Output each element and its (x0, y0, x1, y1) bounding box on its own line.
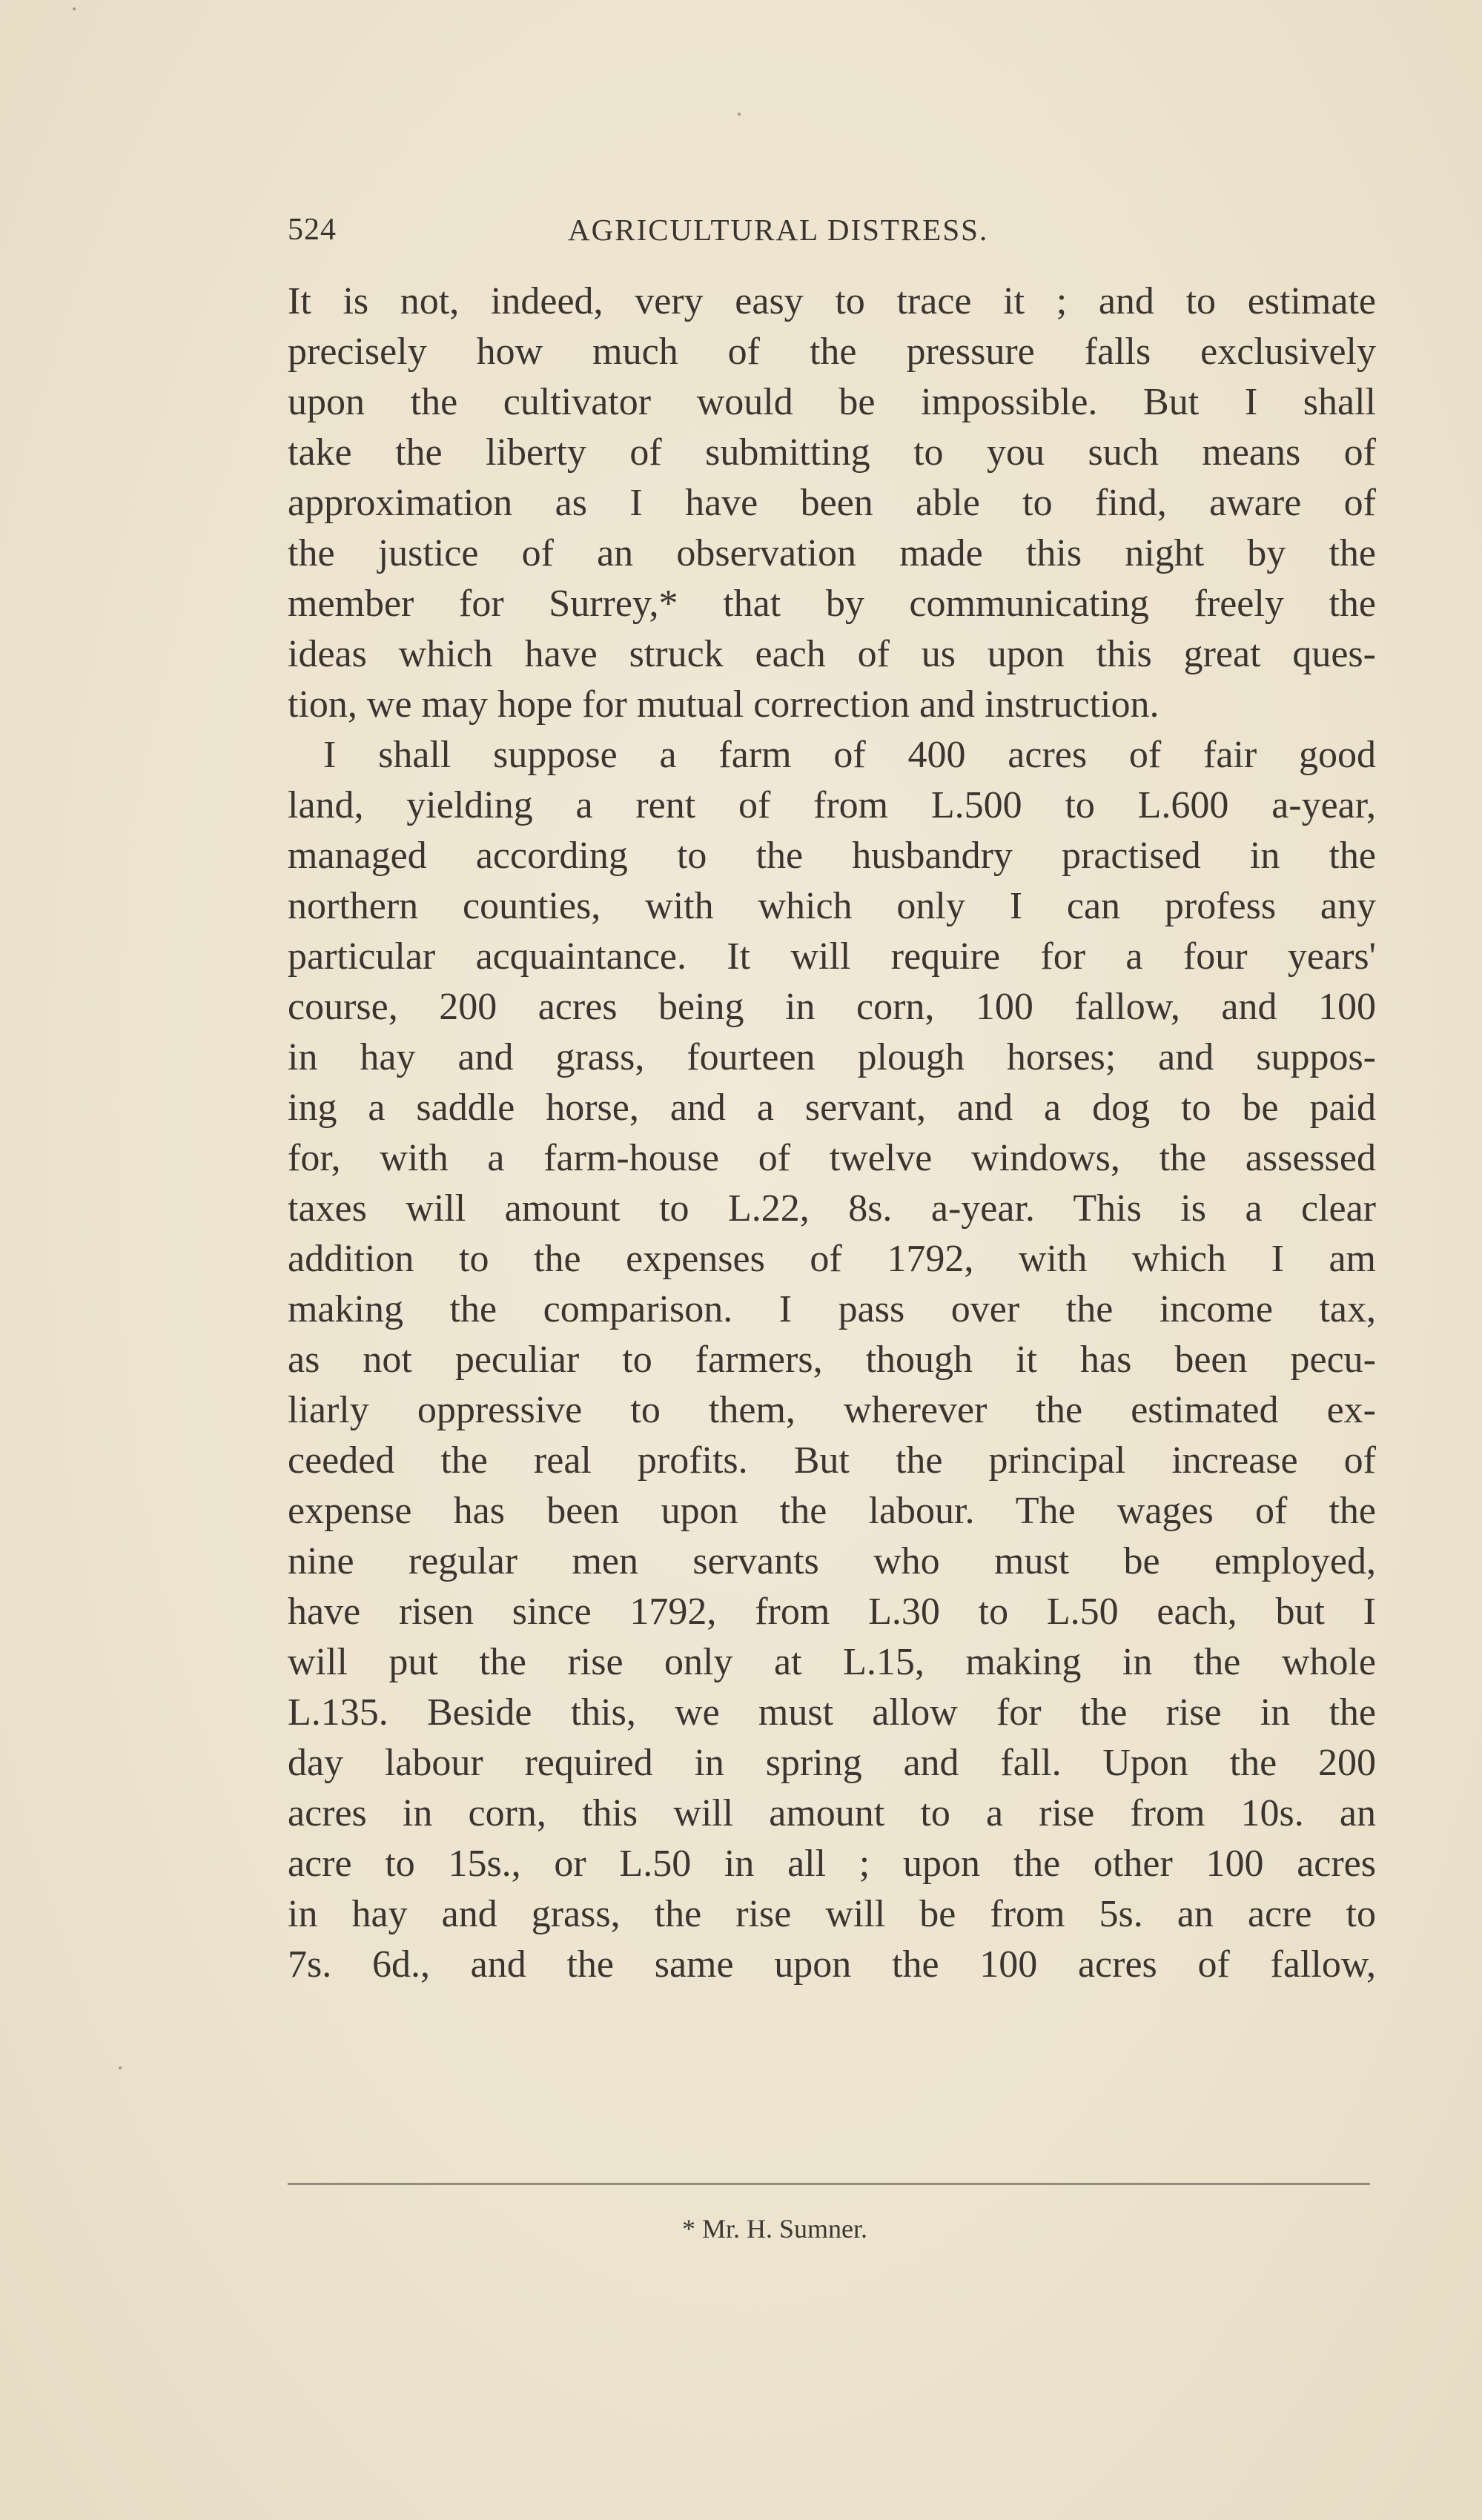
text-line: expense has been upon the labour. The wages of the (288, 1490, 1376, 1532)
text-line: acre to 15s., or L.50 in all ; upon the other 100 acres (288, 1843, 1376, 1885)
text-line: making the comparison. I pass over the income tax, (288, 1288, 1376, 1330)
text-line: It is not, indeed, very easy to trace it ; and to estimate (288, 280, 1376, 322)
text-line: will put the rise only at L.15, making in the whole (288, 1641, 1376, 1683)
text-line: the justice of an observation made this night by the (288, 532, 1376, 574)
text-line: course, 200 acres being in corn, 100 fallow, and 100 (288, 986, 1376, 1028)
paragraph-start-line: I shall suppose a farm of 400 acres of fair good (323, 734, 1376, 776)
text-line: tion, we may hope for mutual correction and instruction. (288, 683, 1160, 726)
text-line: member for Surrey,* that by communicating freely the (288, 583, 1376, 625)
text-line: acres in corn, this will amount to a rise from 10s. an (288, 1792, 1376, 1834)
text-line: for, with a farm-house of twelve windows, the assessed (288, 1137, 1376, 1179)
text-line: land, yielding a rent of from L.500 to L.600 a-year, (288, 784, 1376, 826)
text-line: in hay and grass, the rise will be from 5s. an acre to (288, 1893, 1376, 1935)
page-number: 524 (288, 213, 337, 247)
text-line: L.135. Beside this, we must allow for the rise in the (288, 1691, 1376, 1734)
paper-speck (738, 113, 741, 116)
text-line: ceeded the real profits. But the principal increase of (288, 1439, 1376, 1482)
text-line: addition to the expenses of 1792, with which I am (288, 1238, 1376, 1280)
text-line: as not peculiar to farmers, though it has been pecu- (288, 1339, 1376, 1381)
body-text (288, 276, 1376, 1990)
running-head: AGRICULTURAL DISTRESS. (568, 213, 989, 247)
text-line: in hay and grass, fourteen plough horses; and suppos- (288, 1036, 1376, 1078)
text-line: precisely how much of the pressure falls exclusively (288, 331, 1376, 373)
text-line: ideas which have struck each of us upon this great ques- (288, 633, 1376, 675)
footnote: * Mr. H. Sumner. (682, 2214, 868, 2244)
text-line: nine regular men servants who must be employed, (288, 1540, 1376, 1582)
text-line: upon the cultivator would be impossible. But I shall (288, 381, 1376, 423)
text-line: northern counties, with which only I can profess any (288, 885, 1376, 927)
text-line: 7s. 6d., and the same upon the 100 acres of fallow, (288, 1943, 1376, 1986)
text-line: take the liberty of submitting to you such means of (288, 431, 1376, 474)
text-line: ing a saddle horse, and a servant, and a dog to be paid (288, 1087, 1376, 1129)
text-line: managed according to the husbandry practised in the (288, 835, 1376, 877)
text-line: liarly oppressive to them, wherever the estimated ex- (288, 1389, 1376, 1431)
text-line: approximation as I have been able to find, aware of (288, 482, 1376, 524)
text-line: have risen since 1792, from L.30 to L.50 each, but I (288, 1591, 1376, 1633)
paper-speck (119, 2066, 122, 2069)
paper-speck (73, 7, 76, 10)
page-header (288, 208, 1376, 259)
footnote-rule (288, 2183, 1370, 2185)
text-line: day labour required in spring and fall. Upon the 200 (288, 1742, 1376, 1784)
text-line: taxes will amount to L.22, 8s. a-year. This is a clear (288, 1187, 1376, 1230)
text-line: particular acquaintance. It will require for a four years' (288, 935, 1376, 978)
